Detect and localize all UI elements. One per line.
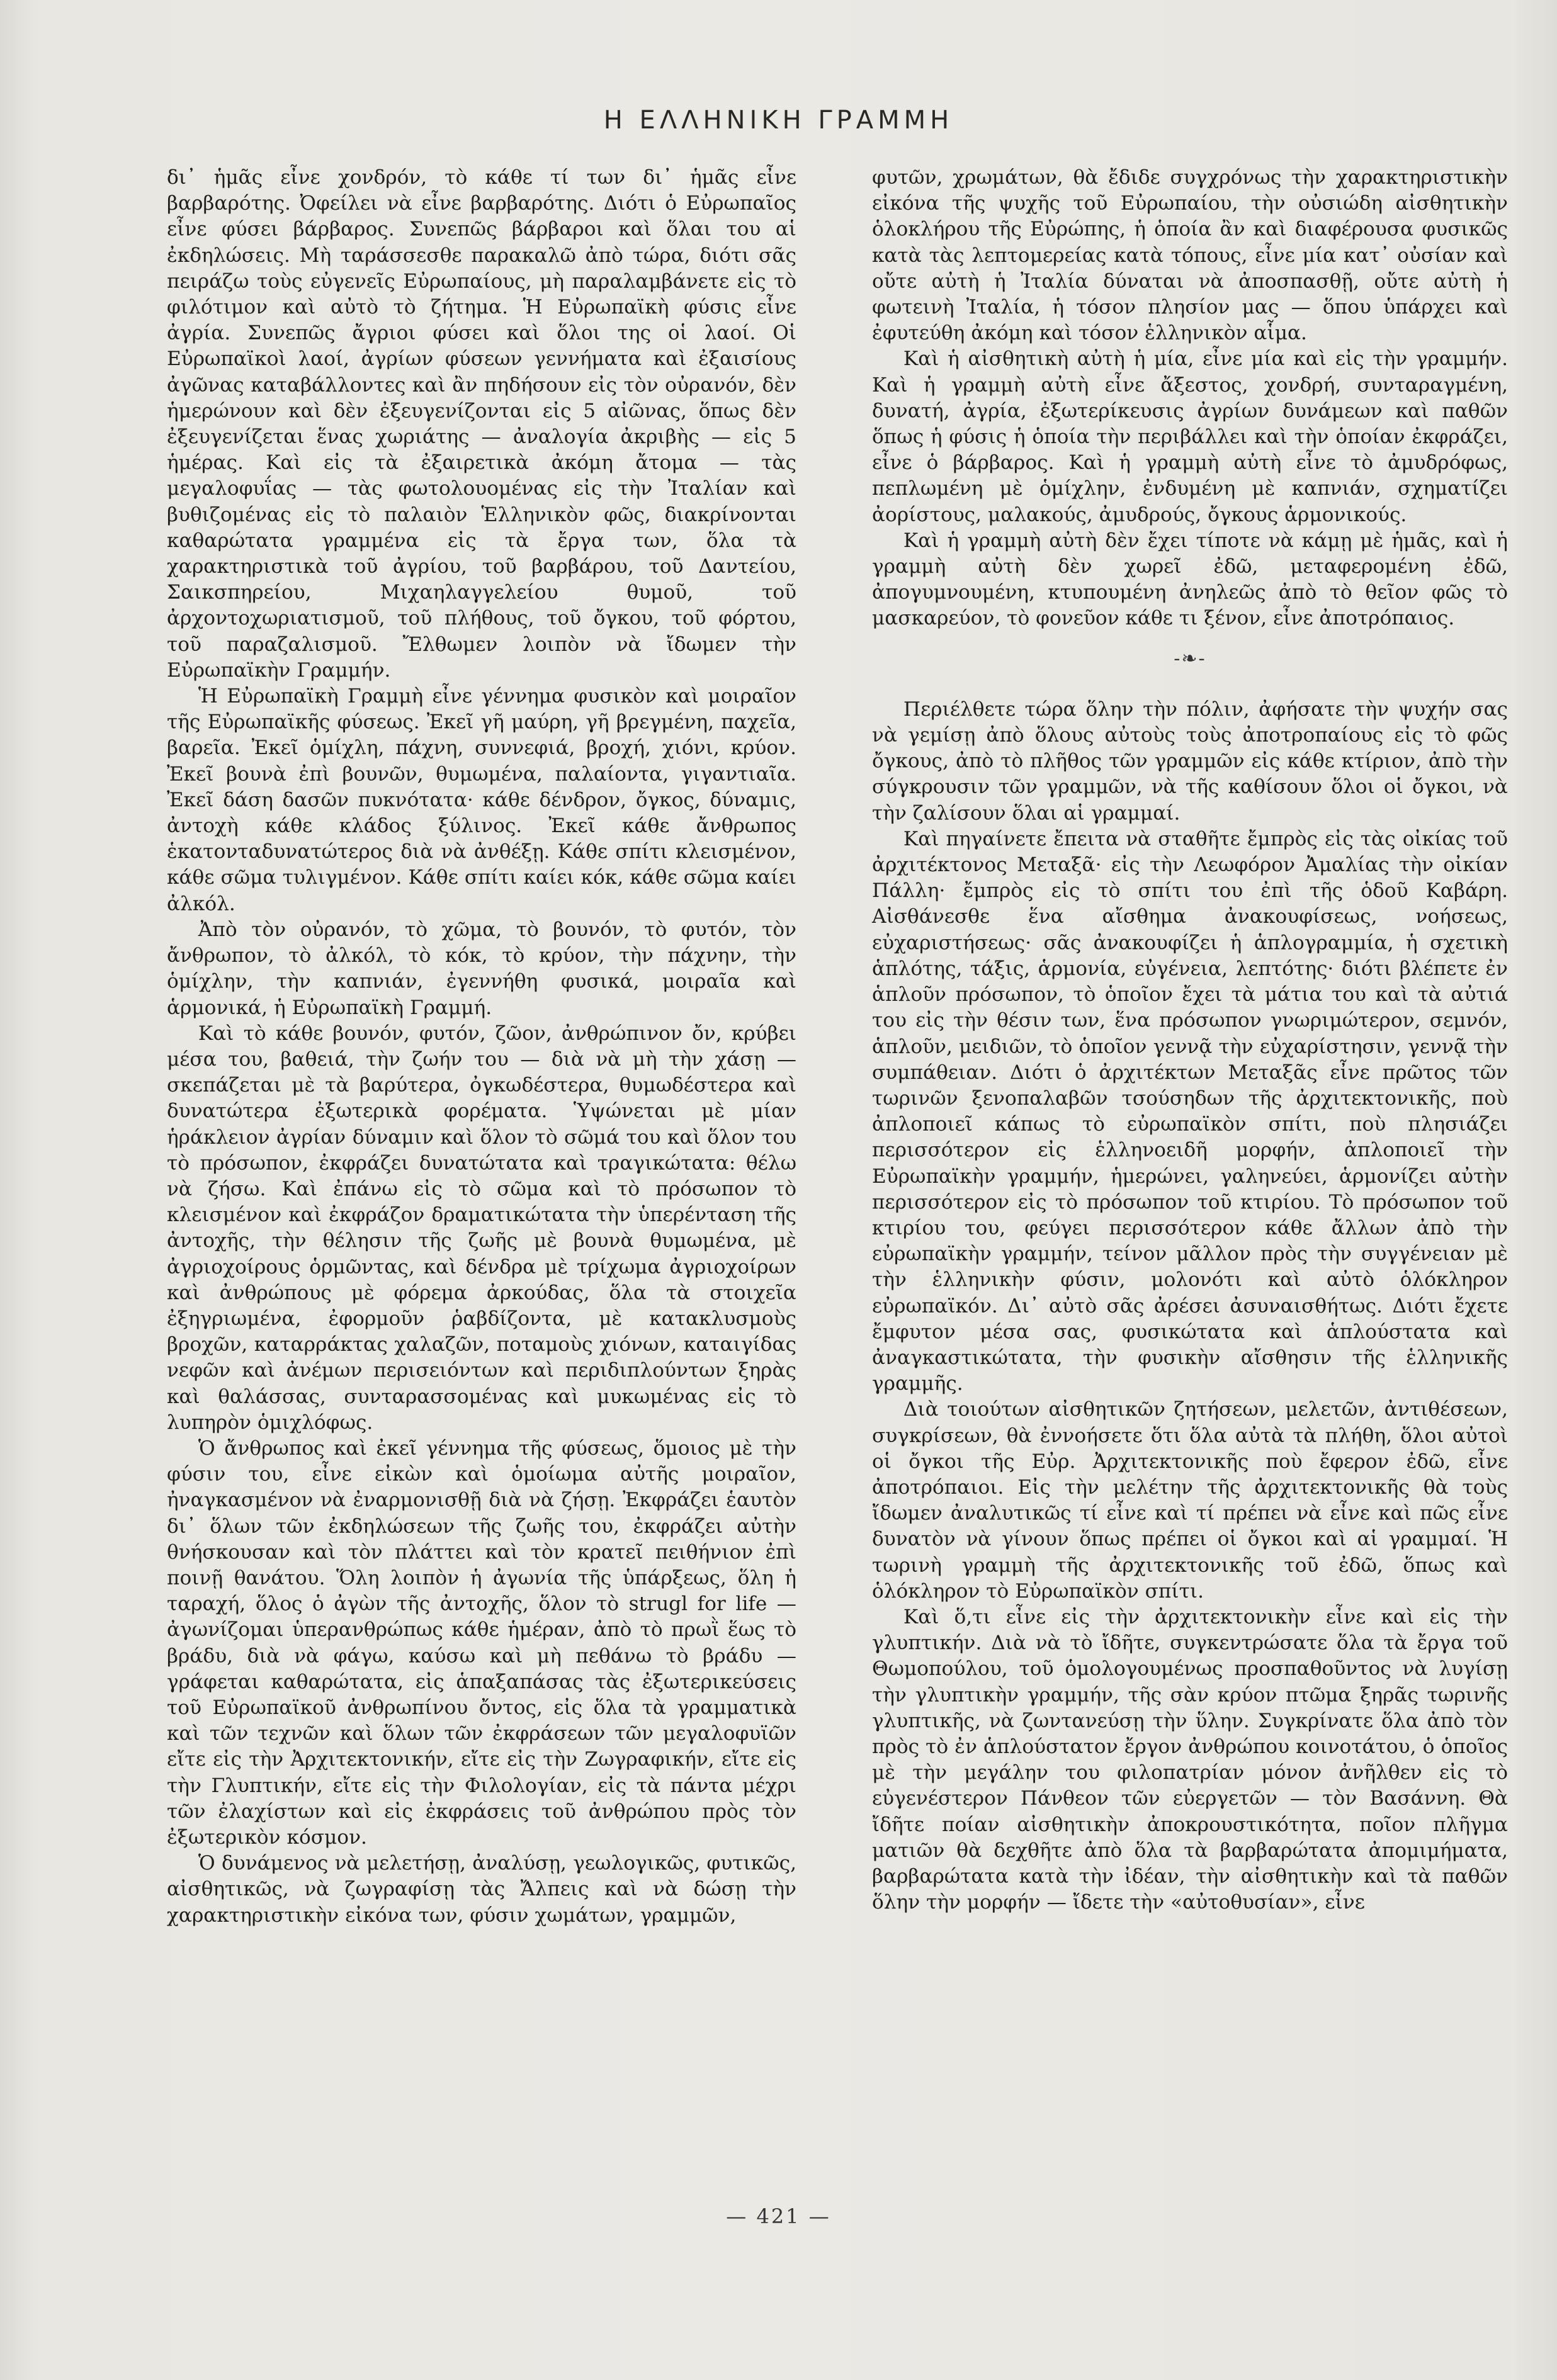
paragraph: δι᾽ ἡμᾶς εἶνε χονδρόν, τὸ κάθε τί των δι᾽ ἡμᾶς εἶνε βαρβαρότης. Ὀφείλει νὰ εἶνε βαρβαρότης. Διότι ὁ Εὐρωπαῖος εἶνε φύσει βάρβαρος. Συνεπῶς βάρβαροι καὶ ὅλαι του αἱ ἐκδηλώσεις. Μὴ ταράσσεσθε παρακαλῶ ἀπὸ τώρα, διότι σᾶς πειράζω τοὺς εὐγενεῖς Εὐρωπαίους, μὴ παραλαμβάνετε εἰς τὸ φιλότιμον καὶ αὐτὸ τὸ ζήτημα. Ἡ Εὐρωπαϊκὴ φύσις εἶνε ἀγρία. Συνεπῶς ἄγριοι φύσει καὶ ὅλοι της οἱ λαοί. Οἱ Εὐρωπαϊκοὶ λαοί, ἀγρίων φύσεων γεννήματα καὶ ἐξαισίους ἀγῶνας καταβάλλοντες καὶ ἂν πηδήσουν εἰς τὸν οὐρανόν, δὲν ἡμερώνουν καὶ δὲν ἐξευγενίζονται εἰς 5 αἰῶνας, ὅπως δὲν ἐξευγενίζεται ἕνας χωριάτης — ἀναλογία ἀκριβὴς — εἰς 5 ἡμέρας. Καὶ εἰς τὰ ἐξαιρετικὰ ἀκόμη ἄτομα — τὰς μεγαλοφυΐας — τὰς φωτολουομένας εἰς τὴν Ἰταλίαν καὶ βυθιζομένας εἰς τὸ παλαιὸν Ἑλληνικὸν φῶς, διακρίνονται καθαρώτατα γραμμένα εἰς τὰ ἔργα των, ὅλα τὰ χαρακτηριστικὰ τοῦ ἀγρίου, τοῦ βαρβάρου, τοῦ Δαντείου, Σαικσπηρείου, Μιχαηλαγγελείου θυμοῦ, τοῦ ἀρχοντοχωριατισμοῦ, τοῦ πλήθους, τοῦ ὄγκου, τοῦ φόρτου, τοῦ παραζαλισμοῦ. Ἔλθωμεν λοιπὸν νὰ ἴδωμεν τὴν Εὐρωπαϊκὴν Γραμμήν.	[167, 166, 796, 682]
paragraph: Διὰ τοιούτων αἰσθητικῶν ζητήσεων, μελετῶν, ἀντιθέσεων, συγκρίσεων, θὰ ἐννοήσετε ὅτι ὅλα αὐτὰ τὰ πλήθη, ὅλοι αὐτοὶ οἱ ὄγκοι τῆς Εὐρ. Ἀρχιτεκτονικῆς ποὺ ἔφερον ἐδῶ, εἶνε ἀποτρόπαιοι. Εἰς τὴν μελέτην τῆς ἀρχιτεκτονικῆς θὰ τοὺς ἴδωμεν ἀναλυτικῶς τί εἶνε καὶ τί πρέπει νὰ εἶνε καὶ πῶς εἶνε δυνατὸν νὰ γίνουν ὅπως πρέπει οἱ ὄγκοι καὶ αἱ γραμμαί. Ἡ τωρινὴ γραμμὴ τῆς ἀρχιτεκτονικῆς τοῦ ἐδῶ, ὅπως καὶ ὁλόκληρον τὸ Εὐρωπαϊκὸν σπίτι.	[872, 1398, 1508, 1603]
paragraph: Καὶ τὸ κάθε βουνόν, φυτόν, ζῶον, ἀνθρώπινον ὄν, κρύβει μέσα του, βαθειά, τὴν ζωήν του — διὰ νὰ μὴ τὴν χάσῃ — σκεπάζεται μὲ τὰ βαρύτερα, ὀγκωδέστερα, θυμωδέστερα καὶ δυνατώτερα ἐξωτερικὰ φορέματα. Ὑψώνεται μὲ μίαν ἡράκλειον ἀγρίαν δύναμιν καὶ ὅλον τὸ σῶμά του καὶ ὅλον του τὸ πρόσωπον, ἐκφράζει δυνατώτατα καὶ τραγικώτατα: θέλω νὰ ζήσω. Καὶ ἐπάνω εἰς τὸ σῶμα καὶ τὸ πρόσωπον τὸ κλεισμένον καὶ ἐκφράζον δραματικώτατα τὴν ὑπερένταση τῆς ἀντοχῆς, τὴν θέλησιν τῆς ζωῆς μὲ βουνὰ θυμωμένα, μὲ ἀγριοχοίρους ὁρμῶντας, καὶ δένδρα μὲ τρίχωμα ἀγριοχοίρων καὶ ἀνθρώπους μὲ φόρεμα ἀρκούδας, ὅλα τὰ στοιχεῖα ἐξηγριωμένα, ἐφορμοῦν ῥαβδίζοντα, μὲ κατακλυσμοὺς βροχῶν, καταρράκτας χαλαζῶν, ποταμοὺς χιόνων, καταιγίδας νεφῶν καὶ ἀνέμων περισειόντων καὶ περιδιπλούντων ξηρὰς καὶ θαλάσσας, συνταρασσομένας καὶ μυκωμένας εἰς τὸ λυπηρὸν ὁμιχλόφως.	[167, 1022, 796, 1434]
paragraph: Περιέλθετε τώρα ὅλην τὴν πόλιν, ἀφήσατε τὴν ψυχήν σας νὰ γεμίσῃ ἀπὸ ὅλους αὐτοὺς τοὺς ἀποτροπαίους εἰς τὸ φῶς ὄγκους, ἀπὸ τὸ πλῆθος τῶν γραμμῶν εἰς κάθε κτίριον, ἀπὸ τὴν σύγκρουσιν τῶν γραμμῶν, νὰ τῆς καθίσουν ὅλοι οἱ ὄγκοι, νὰ τὴν ζαλίσουν ὅλαι αἱ γραμμαί.	[872, 697, 1508, 825]
paragraph: Καὶ ἡ γραμμὴ αὐτὴ δὲν ἔχει τίποτε νὰ κάμῃ μὲ ἡμᾶς, καὶ ἡ γραμμὴ αὐτὴ δὲν χωρεῖ ἐδῶ, μεταφερομένη ἐδῶ, ἀπογυμνουμένη, κτυπουμένη ἀνηλεῶς ἀπὸ τὸ θεῖον φῶς τὸ μασκαρεύον, τὸ φονεῦον κάθε τι ξένον, εἶνε ἀποτρόπαιος.	[872, 529, 1508, 630]
paragraph: Ὁ δυνάμενος νὰ μελετήσῃ, ἀναλύσῃ, γεωλογικῶς, φυτικῶς, αἰσθητικῶς, νὰ ζωγραφίσῃ τὰς Ἄλπεις καὶ νὰ δώσῃ τὴν χαρακτηριστικὴν εἰκόνα των, φύσιν χωμάτων, γραμμῶν,	[167, 1852, 796, 1927]
section-ornament: -❧-	[1174, 647, 1206, 670]
paragraph: Ἀπὸ τὸν οὐρανόν, τὸ χῶμα, τὸ βουνόν, τὸ φυτόν, τὸν ἄνθρωπον, τὸ ἀλκόλ, τὸ κόκ, τὸ κρύον, τὴν πάχνην, τὴν ὁμίχλην, τὴν καπνιάν, ἐγεννήθη φυσικά, μοιραῖα καὶ ἁρμονικά, ἡ Εὐρωπαϊκὴ Γραμμή.	[167, 918, 796, 1019]
paragraph: Καὶ ἡ αἰσθητικὴ αὐτὴ ἡ μία, εἶνε μία καὶ εἰς τὴν γραμμήν. Καὶ ἡ γραμμὴ αὐτὴ εἶνε ἄξεστος, χονδρή, συνταραγμένη, δυνατή, ἀγρία, ἐξωτερίκευσις ἀγρίων δυνάμεων καὶ παθῶν ὅπως ἡ φύσις ἡ ὁποία τὴν περιβάλλει καὶ τὴν ὁποίαν ἐκφράζει, εἶνε ὁ βάρβαρος. Καὶ ἡ γραμμὴ αὐτὴ εἶνε τὸ ἀμυδρόφως, πεπλωμένη μὲ ὁμίχλην, ἐνδυμένη μὲ καπνιάν, σχηματίζει ἀορίστους, μαλακούς, ἀμυδρούς, ὄγκους ἁρμονικούς.	[872, 347, 1508, 526]
paragraph: Καὶ πηγαίνετε ἔπειτα νὰ σταθῆτε ἔμπρὸς εἰς τὰς οἰκίας τοῦ ἀρχιτέκτονος Μεταξᾶ· εἰς τὴν Λεωφόρον Ἀμαλίας τὴν οἰκίαν Πάλλη· ἔμπρὸς εἰς τὸ σπίτι του ἐπὶ τῆς ὁδοῦ Καβάρη. Αἰσθάνεσθε ἕνα αἴσθημα ἀνακουφίσεως, νοήσεως, εὐχαριστήσεως· σᾶς ἀνακουφίζει ἡ ἁπλογραμμία, ἡ σχετικὴ ἁπλότης, τάξις, ἁρμονία, εὐγένεια, λεπτότης· διότι βλέπετε ἐν ἁπλοῦν πρόσωπον, τὸ ὁποῖον ἔχει τὰ μάτια του καὶ τὰ αὐτιά του εἰς τὴν θέσιν των, ἕνα πρόσωπον γνωριμώτερον, σεμνόν, ἁπλοῦν, μειδιῶν, τὸ ὁποῖον γεννᾷ τὴν εὐχαρίστησιν, γεννᾷ τὴν συμπάθειαν. Διότι ὁ ἀρχιτέκτων Μεταξᾶς εἶνε πρῶτος τῶν τωρινῶν ξενοπαλαβῶν τσούσηδων τῆς ἀρχιτεκτονικῆς, ποὺ ἀπλοποιεῖ κάπως τὸ εὐρωπαϊκὸν σπίτι, ποὺ πλησιάζει περισσότερον εἰς ἑλληνοειδῆ μορφήν, ἀπλοποιεῖ τὴν Εὐρωπαϊκὴν γραμμήν, ἡμερώνει, γαληνεύει, ἁρμονίζει αὐτὴν περισσότερον εἰς τὸ πρόσωπον τοῦ κτιρίου. Τὸ πρόσωπον τοῦ κτιρίου του, φεύγει περισσότερον κάθε ἄλλων ἀπὸ τὴν εὐρωπαϊκὴν γραμμήν, τείνον μᾶλλον πρὸς τὴν συγγένειαν μὲ τὴν ἑλληνικὴν φύσιν, μολονότι καὶ αὐτὸ ὁλόκληρον εὐρωπαϊκόν. Δι᾽ αὐτὸ σᾶς ἀρέσει ἀσυναισθήτως. Διότι ἔχετε ἔμφυτον μέσα σας, φυσικώτατα καὶ ἁπλούστατα καὶ ἀναγκαστικώτατα, τὴν φυσικὴν αἴσθησιν τῆς ἑλληνικῆς γραμμῆς.	[872, 827, 1508, 1396]
left-column	[167, 165, 796, 1929]
paragraph: φυτῶν, χρωμάτων, θὰ ἔδιδε συγχρόνως τὴν χαρακτηριστικὴν εἰκόνα τῆς ψυχῆς τοῦ Εὐρωπαίου, τὴν οὐσιώδη αἰσθητικὴν ὁλοκλήρου τῆς Εὐρώπης, ἡ ὁποία ἂν καὶ διαφέρουσα φυσικῶς κατὰ τὰς λεπτομερείας κατὰ τόπους, εἶνε μία κατ᾽ οὐσίαν καὶ οὔτε αὐτὴ ἡ Ἰταλία δύναται νὰ ἀποσπασθῇ, οὔτε αὐτὴ ἡ φωτεινὴ Ἰταλία, ἡ τόσον πλησίον μας — ὅπου ὑπάρχει καὶ ἐφυτεύθη ἀκόμη καὶ τόσον ἑλληνικὸν αἷμα.	[872, 166, 1508, 345]
right-column	[872, 165, 1508, 1915]
page-number: — 421 —	[726, 2204, 831, 2228]
running-title: Η ΕΛΛΗΝΙΚΗ ΓΡΑΜΜΗ	[603, 106, 954, 135]
paragraph: Ἡ Εὐρωπαϊκὴ Γραμμὴ εἶνε γέννημα φυσικὸν καὶ μοιραῖον τῆς Εὐρωπαϊκῆς φύσεως. Ἐκεῖ γῆ μαύρη, γῆ βρεγμένη, παχεῖα, βαρεῖα. Ἐκεῖ ὁμίχλη, πάχνη, συννεφιά, βροχή, χιόνι, κρύον. Ἐκεῖ βουνὰ ἐπὶ βουνῶν, θυμωμένα, παλαίοντα, γιγαντιαῖα. Ἐκεῖ δάση δασῶν πυκνότατα· κάθε δένδρον, ὄγκος, δύναμις, ἀντοχὴ κάθε κλάδος ξύλινος. Ἐκεῖ κάθε ἄνθρωπος ἑκατονταδυνατώτερος διὰ νὰ ἀνθέξῃ. Κάθε σπίτι κλεισμένον, κάθε σῶμα τυλιγμένον. Κάθε σπίτι καίει κόκ, κάθε σῶμα καίει ἀλκόλ.	[167, 685, 796, 915]
paragraph: Ὁ ἄνθρωπος καὶ ἐκεῖ γέννημα τῆς φύσεως, ὅμοιος μὲ τὴν φύσιν του, εἶνε εἰκὼν καὶ ὁμοίωμα αὐτῆς μοιραῖον, ἠναγκασμένον νὰ ἐναρμονισθῇ διὰ νὰ ζήσῃ. Ἐκφράζει ἑαυτὸν δι᾽ ὅλων τῶν ἐκδηλώσεων τῆς ζωῆς του, ἐκφράζει αὐτὴν θνήσκουσαν καὶ τὸν πλάττει καὶ τὸν κρατεῖ πειθήνιον ἐπὶ ποινῇ θανάτου. Ὅλη λοιπὸν ἡ ἀγωνία τῆς ὑπάρξεως, ὅλη ἡ ταραχή, ὅλος ὁ ἀγὼν τῆς ἀντοχῆς, ὅλον τὸ strugl for life — ἀγωνίζομαι ὑπερανθρώπως κάθε ἡμέραν, ἀπὸ τὸ πρωῒ ἕως τὸ βράδυ, διὰ νὰ φάγω, καύσω καὶ μὴ πεθάνω τὸ βράδυ — γράφεται καθαρώτατα, εἰς ἁπαξαπάσας τὰς ἐξωτερικεύσεις τοῦ Εὐρωπαϊκοῦ ἀνθρωπίνου ὄντος, εἰς ὅλα τὰ γραμματικὰ καὶ τῶν τεχνῶν καὶ ὅλων τῶν ἐκφράσεων τῶν μεγαλοφυϊῶν εἴτε εἰς τὴν Ἀρχιτεκτονικήν, εἴτε εἰς τὴν Ζωγραφικήν, εἴτε εἰς τὴν Γλυπτικήν, εἴτε εἰς τὴν Φιλολογίαν, εἰς τὰ πάντα μέχρι τῶν ἐλαχίστων καὶ εἰς ἐκφράσεις τοῦ ἀνθρώπου πρὸς τὸν ἐξωτερικὸν κόσμον.	[167, 1436, 796, 1849]
paragraph: Καὶ ὅ,τι εἶνε εἰς τὴν ἀρχιτεκτονικὴν εἶνε καὶ εἰς τὴν γλυπτικήν. Διὰ νὰ τὸ ἴδῆτε, συγκεντρώσατε ὅλα τὰ ἔργα τοῦ Θωμοπούλου, τοῦ ὁμολογουμένως προσπαθοῦντος νὰ λυγίσῃ τὴν γλυπτικὴν γραμμήν, τῆς σὰν κρύον πτῶμα ξηρᾶς τωρινῆς γλυπτικῆς, νὰ ζωντανεύσῃ τὴν ὕλην. Συγκρίνατε ὅλα ἀπὸ τὸν πρὸς τὸ ἐν ἁπλούστατον ἔργον ἀνθρώπου κοινοτάτου, ὁ ὁποῖος μὲ τὴν μεγάλην του φιλοπατρίαν μόνον ἀνῆλθεν εἰς τὸ εὐγενέστερον Πάνθεον τῶν εὐεργετῶν — τὸν Βασάννη. Θὰ ἴδῆτε ποίαν αἰσθητικὴν ἀποκρουστικότητα, ποῖον πλῆγμα ματιῶν θὰ δεχθῆτε ἀπὸ ὅλα τὰ βαρβαρώτατα ἀπομιμήματα, βαρβαρώτατα κατὰ τὴν ἰδέαν, τὴν αἰσθητικὴν καὶ τὰ παθῶν ὅλην τὴν μορφήν — ἴδετε τὴν «αὐτοθυσίαν», εἶνε	[872, 1605, 1508, 1914]
